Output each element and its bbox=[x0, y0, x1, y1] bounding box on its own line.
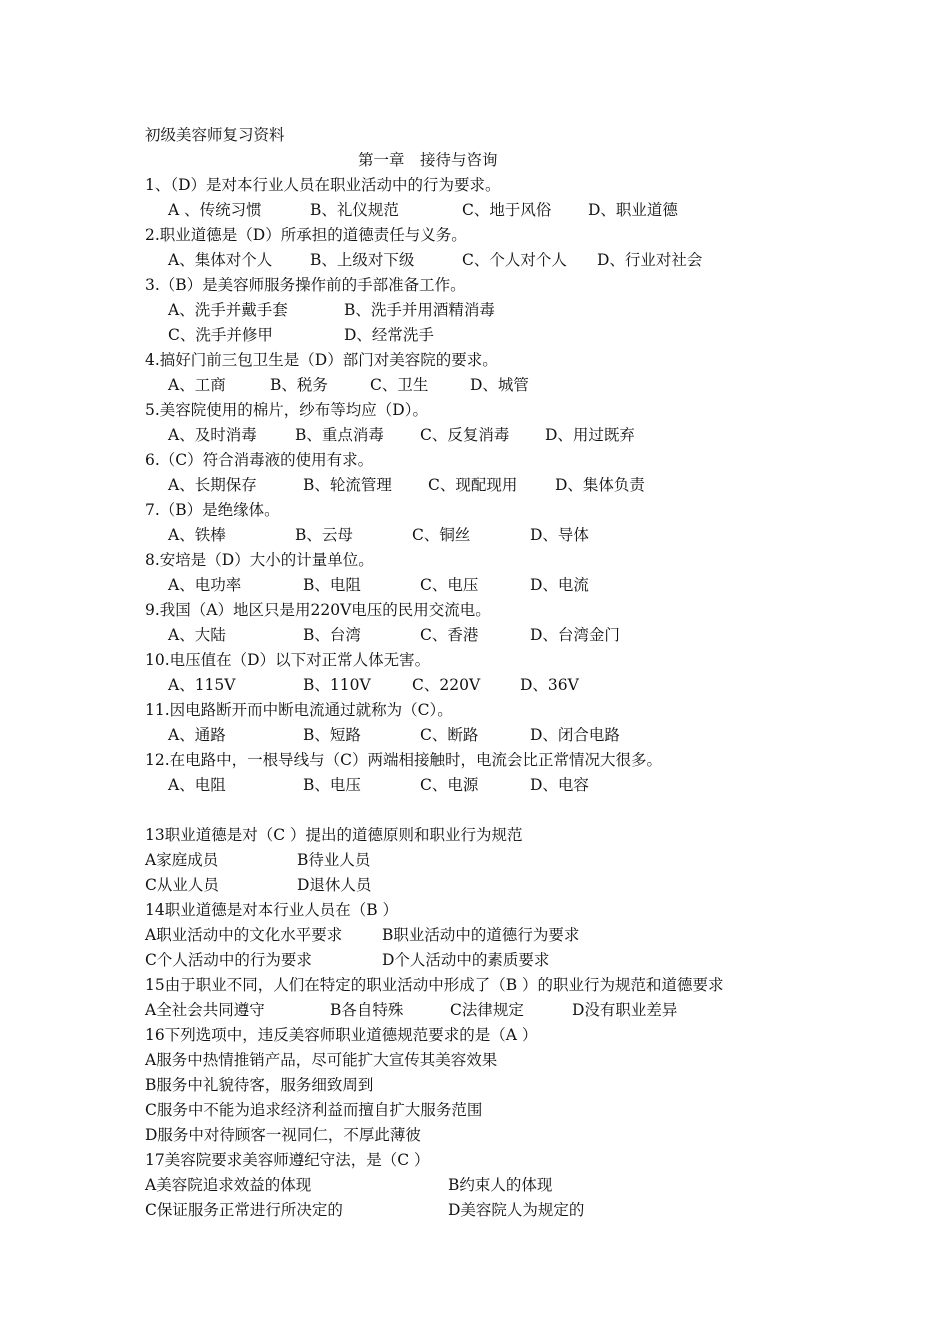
option: B、轮流管理 bbox=[303, 476, 392, 494]
option: D美容院人为规定的 bbox=[448, 1201, 585, 1219]
option: A职业活动中的文化水平要求 bbox=[145, 926, 343, 944]
option: D、闭合电路 bbox=[530, 726, 620, 744]
option: C、电源 bbox=[420, 776, 479, 794]
question-text: 14职业道德是对本行业人员在（B ） bbox=[145, 901, 399, 919]
option: C、铜丝 bbox=[412, 526, 471, 544]
option: C、断路 bbox=[420, 726, 479, 744]
question-text: 9.我国（A）地区只是用220V电压的民用交流电。 bbox=[145, 601, 491, 619]
option: D没有职业差异 bbox=[572, 1001, 678, 1019]
option: B、礼仪规范 bbox=[310, 201, 399, 219]
option: D、台湾金门 bbox=[530, 626, 620, 644]
question-text: 6.（C）符合消毒液的使用有求。 bbox=[145, 451, 374, 469]
option: A、工商 bbox=[168, 376, 226, 394]
option: B、上级对下级 bbox=[310, 251, 415, 269]
option: B、洗手并用酒精消毒 bbox=[344, 301, 495, 319]
question-text: 1、（D）是对本行业人员在职业活动中的行为要求。 bbox=[145, 176, 501, 194]
option: B、110V bbox=[303, 676, 371, 694]
option: D、经常洗手 bbox=[344, 326, 434, 344]
option: B职业活动中的道德行为要求 bbox=[382, 926, 580, 944]
option: B、电压 bbox=[303, 776, 361, 794]
option: D退休人员 bbox=[297, 876, 372, 894]
option: C、香港 bbox=[420, 626, 479, 644]
option: B待业人员 bbox=[297, 851, 371, 869]
option: A、电阻 bbox=[168, 776, 226, 794]
option: D、集体负责 bbox=[555, 476, 645, 494]
question-text: 17美容院要求美容师遵纪守法，是（C ） bbox=[145, 1151, 430, 1169]
option: C从业人员 bbox=[145, 876, 219, 894]
option: D、职业道德 bbox=[588, 201, 678, 219]
option: C、反复消毒 bbox=[420, 426, 510, 444]
option: C、个人对个人 bbox=[462, 251, 567, 269]
option: B、云母 bbox=[295, 526, 353, 544]
option: A全社会共同遵守 bbox=[145, 1001, 265, 1019]
option: B各自特殊 bbox=[330, 1001, 404, 1019]
option: A、集体对个人 bbox=[168, 251, 273, 269]
option: C、洗手并修甲 bbox=[168, 326, 273, 344]
question-text: 3.（B）是美容师服务操作前的手部准备工作。 bbox=[145, 276, 466, 294]
question-text: 8.安培是（D）大小的计量单位。 bbox=[145, 551, 374, 569]
option: D、城管 bbox=[470, 376, 529, 394]
question-text: 16下列选项中，违反美容师职业道德规范要求的是（A ） bbox=[145, 1026, 538, 1044]
option: A 、传统习惯 bbox=[168, 201, 262, 219]
option: A、大陆 bbox=[168, 626, 226, 644]
option: A、长期保存 bbox=[168, 476, 257, 494]
question-text: 7.（B）是绝缘体。 bbox=[145, 501, 280, 519]
option: A、洗手并戴手套 bbox=[168, 301, 288, 319]
option: B、重点消毒 bbox=[295, 426, 384, 444]
option: D、行业对社会 bbox=[597, 251, 703, 269]
option: D、用过既弃 bbox=[545, 426, 635, 444]
question-text: 15由于职业不同，人们在特定的职业活动中形成了（B ）的职业行为规范和道德要求 bbox=[145, 976, 724, 994]
option: D服务中对待顾客一视同仁，不厚此薄彼 bbox=[145, 1126, 421, 1144]
option: C、卫生 bbox=[370, 376, 429, 394]
option: C、电压 bbox=[420, 576, 479, 594]
question-text: 2.职业道德是（D）所承担的道德责任与义务。 bbox=[145, 226, 467, 244]
option: D、导体 bbox=[530, 526, 589, 544]
option: C保证服务正常进行所决定的 bbox=[145, 1201, 343, 1219]
document-title: 初级美容师复习资料 bbox=[145, 126, 285, 144]
option: A、电功率 bbox=[168, 576, 242, 594]
question-text: 10.电压值在（D）以下对正常人体无害。 bbox=[145, 651, 431, 669]
option: A美容院追求效益的体现 bbox=[145, 1176, 312, 1194]
option: C、地于风俗 bbox=[462, 201, 552, 219]
option: A、铁棒 bbox=[168, 526, 226, 544]
option: B约束人的体现 bbox=[448, 1176, 553, 1194]
question-text: 12.在电路中，一根导线与（C）两端相接触时，电流会比正常情况大很多。 bbox=[145, 751, 663, 769]
option: C法律规定 bbox=[450, 1001, 524, 1019]
option: B服务中礼貌待客，服务细致周到 bbox=[145, 1076, 374, 1094]
option: D、电流 bbox=[530, 576, 589, 594]
option: C、220V bbox=[412, 676, 481, 694]
chapter-heading: 第一章 接待与咨询 bbox=[358, 151, 498, 169]
option: D、电容 bbox=[530, 776, 589, 794]
question-text: 4.搞好门前三包卫生是（D）部门对美容院的要求。 bbox=[145, 351, 498, 369]
option: B、台湾 bbox=[303, 626, 361, 644]
question-text: 11.因电路断开而中断电流通过就称为（C）。 bbox=[145, 701, 453, 719]
option: D个人活动中的素质要求 bbox=[382, 951, 550, 969]
option: B、电阻 bbox=[303, 576, 361, 594]
option: B、短路 bbox=[303, 726, 361, 744]
option: C服务中不能为追求经济利益而擅自扩大服务范围 bbox=[145, 1101, 483, 1119]
option: C、现配现用 bbox=[428, 476, 518, 494]
option: A家庭成员 bbox=[145, 851, 219, 869]
option: A、通路 bbox=[168, 726, 226, 744]
option: A、115V bbox=[168, 676, 236, 694]
question-text: 13职业道德是对（C ）提出的道德原则和职业行为规范 bbox=[145, 826, 523, 844]
option: D、36V bbox=[520, 676, 579, 694]
option: A服务中热情推销产品，尽可能扩大宣传其美容效果 bbox=[145, 1051, 498, 1069]
question-text: 5.美容院使用的棉片，纱布等均应（D）。 bbox=[145, 401, 428, 419]
option: B、税务 bbox=[270, 376, 328, 394]
option: A、及时消毒 bbox=[168, 426, 257, 444]
option: C个人活动中的行为要求 bbox=[145, 951, 312, 969]
